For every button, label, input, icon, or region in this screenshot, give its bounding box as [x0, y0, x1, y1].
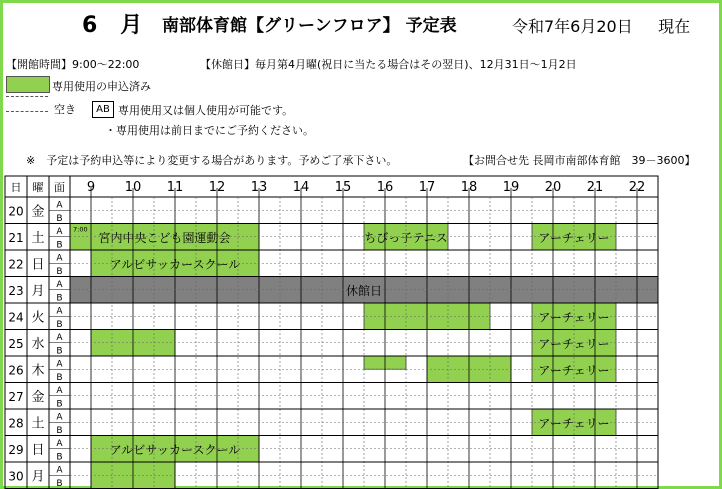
- booking-label: アーチェリー: [538, 336, 610, 351]
- row-face-a: A: [56, 227, 63, 238]
- legend-booked-label: 専用使用の申込済み: [52, 80, 151, 93]
- row-day: 30: [8, 469, 24, 484]
- legend-ab-label: 専用使用又は個人使用が可能です。: [118, 104, 294, 117]
- row-weekday: 月: [31, 283, 45, 299]
- row-weekday: 金: [31, 389, 45, 405]
- row-face-a: A: [56, 439, 63, 450]
- row-weekday: 火: [31, 310, 45, 326]
- contact-info: 【お問合せ先 長岡市南部体育館 39－3600】: [463, 154, 696, 167]
- row-weekday: 月: [31, 469, 45, 485]
- hour-label: 15: [334, 180, 352, 195]
- hour-label: 12: [208, 180, 226, 195]
- reservation-note: ・専用使用は前日までにご予約ください。: [105, 124, 314, 137]
- booking-label: 宮内中央こども園運動会: [98, 230, 231, 245]
- row-face-b: B: [56, 425, 63, 436]
- row-face-a: A: [56, 333, 63, 344]
- booking-label: ちびっ子テニス: [364, 230, 448, 245]
- row-day: 27: [8, 389, 24, 404]
- hour-label: 9: [86, 180, 96, 195]
- hour-label: 16: [376, 180, 394, 195]
- hour-label: 10: [124, 180, 142, 195]
- opening-hours: 【開館時間】9:00～22:00: [6, 58, 140, 71]
- row-weekday: 土: [31, 230, 45, 246]
- row-day: 21: [8, 230, 24, 245]
- legend-ab-box: AB: [92, 101, 114, 118]
- hour-label: 14: [292, 180, 310, 195]
- row-weekday: 日: [31, 442, 45, 458]
- hour-label: 21: [586, 180, 604, 195]
- row-day: 23: [8, 283, 24, 298]
- change-note: ※ 予定は予約申込等により変更する場合があります。予めご了承下さい。: [26, 154, 398, 167]
- row-face-b: B: [56, 319, 63, 330]
- row-face-a: A: [56, 359, 63, 370]
- row-day: 24: [8, 310, 24, 325]
- row-face-a: A: [56, 465, 63, 476]
- row-day: 25: [8, 336, 24, 351]
- row-weekday: 金: [31, 204, 45, 220]
- month-title: 6 月: [82, 13, 143, 38]
- row-face-b: B: [56, 266, 63, 277]
- row-face-b: B: [56, 478, 63, 489]
- closed-days-note: 【休館日】毎月第4月曜(祝日に当たる場合はその翌日)、12月31日～1月2日: [200, 58, 577, 71]
- booking-time-note: 7:00: [73, 225, 88, 234]
- row-face-b: B: [56, 213, 63, 224]
- row-face-a: A: [56, 200, 63, 211]
- row-face-b: B: [56, 293, 63, 304]
- row-weekday: 日: [31, 257, 45, 273]
- hour-label: 20: [544, 180, 562, 195]
- row-face-b: B: [56, 372, 63, 383]
- row-face-a: A: [56, 412, 63, 423]
- col-header-weekday: 曜: [32, 181, 44, 194]
- row-weekday: 水: [31, 336, 45, 352]
- row-face-a: A: [56, 253, 63, 264]
- row-day: 22: [8, 257, 24, 272]
- hour-label: 11: [166, 180, 184, 195]
- legend-empty-label: 空き: [54, 103, 76, 116]
- row-face-b: B: [56, 399, 63, 410]
- booking-label: アルビサッカースクール: [109, 257, 241, 272]
- row-weekday: 木: [31, 363, 45, 379]
- closed-day-label: 休館日: [345, 283, 383, 298]
- hour-label: 18: [460, 180, 478, 195]
- row-weekday: 土: [31, 416, 45, 432]
- col-header-face: 面: [54, 181, 65, 194]
- booking-label: アーチェリー: [538, 310, 610, 325]
- booking-label: アーチェリー: [538, 416, 610, 431]
- hour-label: 13: [250, 180, 268, 195]
- row-face-b: B: [56, 240, 63, 251]
- row-face-a: A: [56, 280, 63, 291]
- row-day: 28: [8, 416, 24, 431]
- booking-label: アーチェリー: [538, 363, 610, 378]
- hour-label: 22: [628, 180, 646, 195]
- as-of-date: 令和7年6月20日 現在: [512, 17, 691, 36]
- hour-label: 17: [418, 180, 436, 195]
- page-title: 南部体育館【グリーンフロア】 予定表: [162, 16, 457, 36]
- row-day: 26: [8, 363, 24, 378]
- row-face-a: A: [56, 306, 63, 317]
- row-day: 20: [8, 204, 24, 219]
- row-face-b: B: [56, 346, 63, 357]
- row-face-a: A: [56, 386, 63, 397]
- booking-label: アルビサッカースクール: [109, 442, 241, 457]
- hour-label: 19: [502, 180, 520, 195]
- row-face-b: B: [56, 452, 63, 463]
- booking-label: アーチェリー: [538, 230, 610, 245]
- row-day: 29: [8, 442, 24, 457]
- col-header-day: 日: [10, 181, 22, 194]
